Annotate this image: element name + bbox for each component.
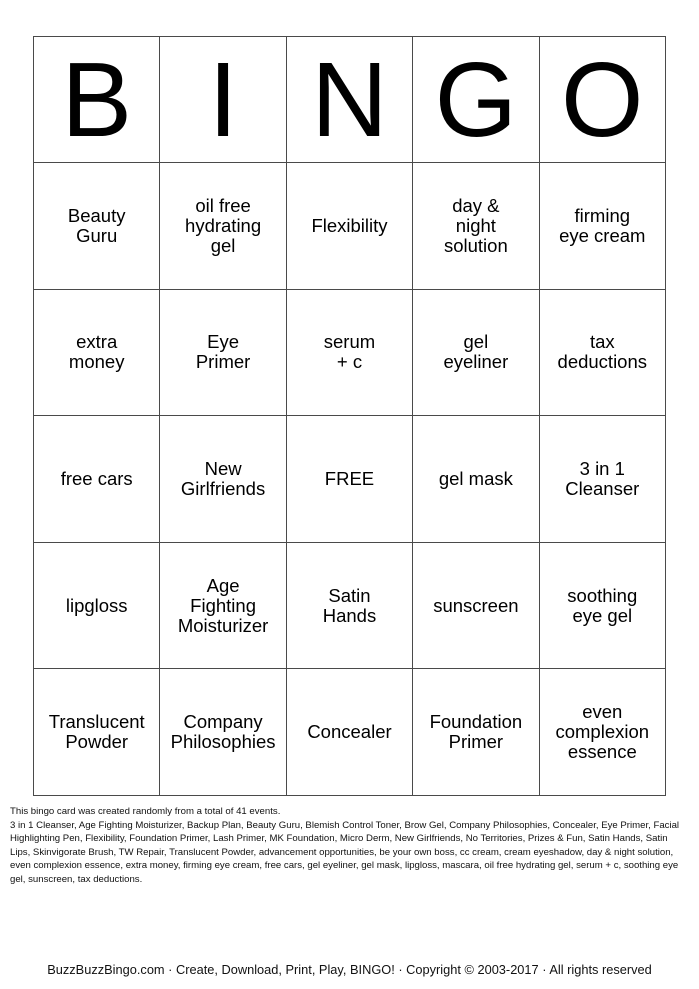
- bingo-cell: [34, 542, 160, 669]
- events-list: 3 in 1 Cleanser, Age Fighting Moisturizer, Backup Plan, Beauty Guru, Blemish Control Toner, Brow Gel, Company Philosophies, Concealer, Eye Primer, Facial Highlighting Pen, Flexibility, Foundation Primer, Lash Primer, MK Foundation, Micro Derm, New Girlfriends, No Territories, Prizes & Fun, Satin Hands, Satin Lips, Skinvigorate Brush, TW Repair, Translucent Powder, advancement opportunities, be your own boss, cc cream, cream eyeshadow, day & night solution, even complexion essence, extra money, firming eye cream, free cars, gel eyeliner, gel mask, lipgloss, mascara, oil free hydrating gel, serum + c, soothing eye gel, sunscreen, tax deductions.: [10, 819, 680, 885]
- bingo-cell: [286, 289, 412, 416]
- bingo-cell: [34, 669, 160, 796]
- cell-text-line: Concealer: [307, 721, 392, 743]
- header-letter-i: I: [160, 37, 286, 163]
- bingo-cell: [539, 289, 665, 416]
- cell-text-line: even: [582, 701, 623, 723]
- cell-text-line: essence: [567, 741, 637, 763]
- bingo-cell: [539, 416, 665, 543]
- bingo-cell: [34, 289, 160, 416]
- cell-text-line: sunscreen: [433, 594, 519, 616]
- cell-text-line: Foundation: [429, 711, 523, 733]
- cell-text-line: hydrating: [185, 214, 262, 236]
- cell-text-line: extra: [76, 331, 118, 353]
- bingo-cell: [413, 669, 539, 796]
- bingo-cell: [160, 669, 286, 796]
- cell-text-line: firming: [574, 204, 631, 226]
- cell-text-line: soothing: [567, 584, 638, 606]
- bingo-cell: [34, 416, 160, 543]
- header-letter-o: O: [539, 37, 665, 163]
- cell-text-line: lipgloss: [65, 594, 128, 616]
- cell-text-line: Translucent: [48, 711, 145, 733]
- cell-text-line: day &: [452, 194, 500, 216]
- cell-text-line: Guru: [76, 224, 118, 246]
- bingo-cell: [160, 542, 286, 669]
- bingo-cell: [539, 163, 665, 290]
- cell-text-line: oil free: [195, 194, 251, 216]
- cell-text-line: gel mask: [438, 467, 513, 489]
- cell-text-line: serum: [323, 331, 376, 353]
- bingo-row: [34, 289, 666, 416]
- cell-text-line: Company: [183, 711, 263, 733]
- cell-text-line: solution: [443, 234, 508, 256]
- bingo-cell: [160, 289, 286, 416]
- bingo-cell: [413, 289, 539, 416]
- bingo-cell: [34, 163, 160, 290]
- cell-text-line: + c: [336, 351, 363, 373]
- cell-text-line: gel: [210, 234, 236, 256]
- bingo-card: [33, 36, 666, 796]
- bingo-cell: [286, 163, 412, 290]
- cell-text-line: Primer: [448, 731, 504, 753]
- cell-text-line: night: [455, 214, 496, 236]
- bingo-cell: [160, 163, 286, 290]
- cell-text-line: Moisturizer: [177, 614, 269, 636]
- header-letter-n: N: [286, 37, 412, 163]
- header-letter-b: B: [34, 37, 160, 163]
- events-description: [10, 805, 690, 887]
- bingo-cell: [286, 542, 412, 669]
- cell-text-line: 3 in 1: [579, 457, 625, 479]
- bingo-row: [34, 416, 666, 543]
- bingo-cell: [413, 163, 539, 290]
- cell-text-line: Girlfriends: [180, 477, 266, 499]
- cell-text-line: complexion: [555, 721, 650, 743]
- cell-text-line: money: [68, 351, 125, 373]
- cell-text-line: tax: [589, 331, 615, 353]
- cell-text-line: eye gel: [572, 604, 633, 626]
- bingo-row: [34, 163, 666, 290]
- cell-text-line: New: [204, 457, 242, 479]
- cell-text-line: eye cream: [559, 224, 646, 246]
- bingo-cell: [160, 416, 286, 543]
- header-letter-g: G: [413, 37, 539, 163]
- cell-text-line: Beauty: [67, 204, 126, 226]
- cell-text-line: Philosophies: [170, 731, 276, 753]
- bingo-row: [34, 542, 666, 669]
- cell-text-line: Flexibility: [311, 214, 388, 236]
- cell-text-line: eyeliner: [443, 351, 509, 373]
- bingo-cell: [539, 542, 665, 669]
- events-intro: This bingo card was created randomly from a total of 41 events.: [10, 806, 281, 817]
- cell-text-line: Fighting: [190, 594, 256, 616]
- bingo-header-row: [34, 37, 666, 163]
- bingo-grid: [34, 163, 666, 796]
- bingo-cell: [413, 542, 539, 669]
- cell-text-line: Age: [206, 574, 240, 596]
- cell-text-line: gel: [463, 331, 489, 353]
- cell-text-line: FREE: [324, 467, 375, 489]
- bingo-cell: [539, 669, 665, 796]
- bingo-cell: [286, 669, 412, 796]
- cell-text-line: deductions: [557, 351, 648, 373]
- cell-text-line: Eye: [207, 331, 240, 353]
- bingo-row: [34, 669, 666, 796]
- cell-text-line: Primer: [195, 351, 251, 373]
- bingo-cell: [413, 416, 539, 543]
- footer-copyright: BuzzBuzzBingo.com · Create, Download, Print, Play, BINGO! · Copyright © 2003-2017 · All rights reserved: [47, 962, 652, 977]
- free-space-cell: [286, 416, 412, 543]
- cell-text-line: Hands: [322, 604, 377, 626]
- cell-text-line: Powder: [65, 731, 129, 753]
- cell-text-line: free cars: [60, 467, 133, 489]
- cell-text-line: Satin: [328, 584, 371, 606]
- cell-text-line: Cleanser: [565, 477, 640, 499]
